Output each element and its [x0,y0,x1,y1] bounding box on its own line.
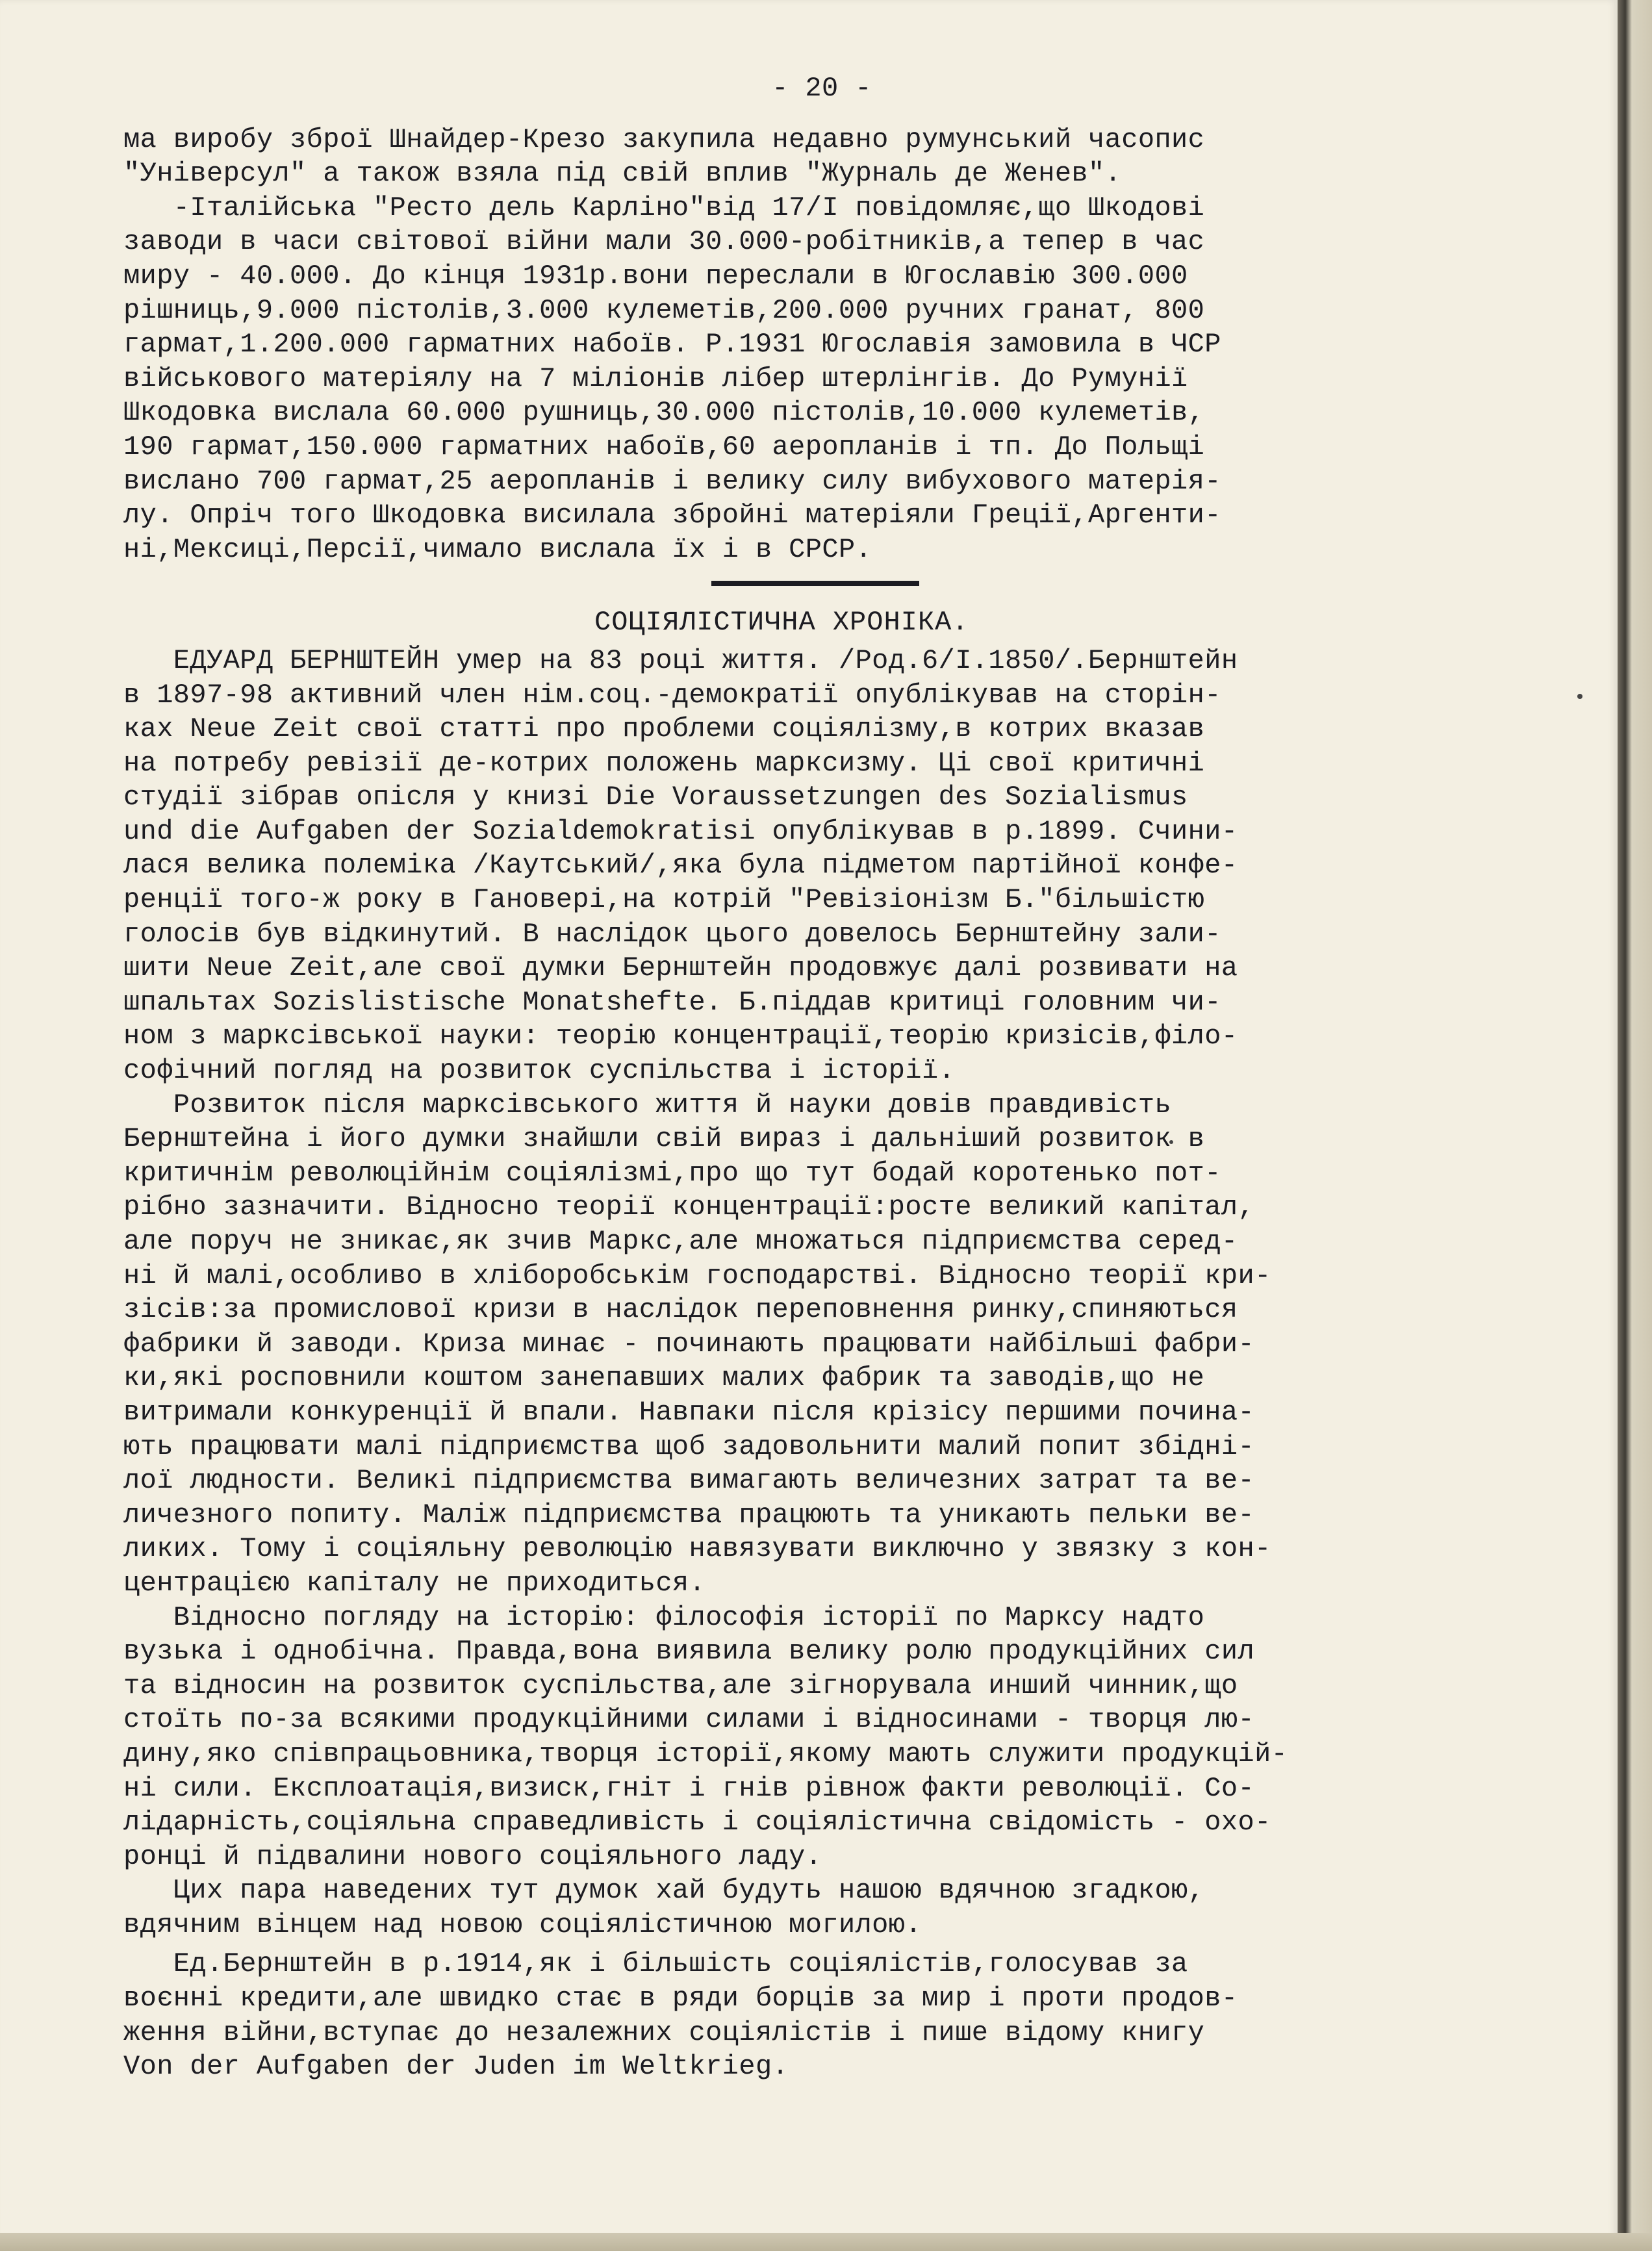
text-line: студії зібрав опісля у книзі Die Voraussetzungen des Sozialismus [123,782,1188,813]
text-line: вузька і однобічна. Правда,вона виявила велику ролю продукційних сил [123,1636,1255,1668]
paragraph-skoda-exports [123,191,1494,567]
text-line: ренції того-ж року в Гановері,на котрій "Ревізіонізм Б."більшістю [123,884,1205,916]
text-line: витримали конкуренції й впали. Навпаки після крізісу першими почина- [123,1396,1255,1428]
page-binding-edge [1618,0,1652,2251]
text-line: личезного попиту. Маліж підприємства працюють та уникають пельки ве- [123,1499,1255,1531]
text-line: критичнім революційнім соціялізмі,про що тут бодай коротенько пот- [123,1157,1221,1189]
paragraph-view-of-history [123,1601,1494,1874]
text-line: лої людности. Великі підприємства вимагають величезних затрат та ве- [123,1465,1255,1497]
text-line: рібно зазначити. Відносно теорії концентрації:росте великий капітал, [123,1191,1255,1223]
text-line: Von der Aufgaben der Juden im Weltkrieg. [123,2051,789,2083]
text-line: ном з марксівської науки: теорію концентрації,теорію кризісів,філо- [123,1021,1238,1052]
text-line: стоїть по-за всякими продукційними силами і відносинами - творця лю- [123,1704,1255,1736]
text-line: дину,яко співпрацьовника,творця історії,якому мають служити продукцій- [123,1738,1288,1770]
paper-speck [1577,694,1582,699]
text-line: und die Aufgaben der Sozialdemokratisi опублікував в р.1899. Счини- [123,815,1238,847]
text-line: 190 гармат,150.000 гарматних набоїв,60 аеропланів і тп. До Польщі [123,431,1205,463]
text-line: вдячним вінцем над новою соціялістичною могилою. [123,1909,922,1940]
text-line: ках Neue Zeit свої статті про проблеми соціялізму,в котрих вказав [123,713,1205,745]
typewritten-page [123,71,1494,2084]
paragraph-bernstein-obituary [123,644,1494,1088]
text-line: але поруч не зникає,як зчив Маркс,але множаться підприємства серед- [123,1226,1238,1257]
page-bottom-edge [0,2233,1652,2251]
text-line: гармат,1.200.000 гарматних набоїв. Р.1931 Югославія замовила в ЧСР [123,329,1221,361]
text-line: ликих. Тому і соціяльну революцію навязувати виключно у звязку з кон- [123,1533,1271,1565]
text-line: шити Neue Zeit,але свої думки Бернштейн продовжує далі розвивати на [123,952,1238,984]
text-line: софічний погляд на розвиток суспільства і історії. [123,1055,956,1087]
text-line: Розвиток після марксівського життя й науки довів правдивість [123,1089,1172,1121]
text-line: Ед.Бернштейн в р.1914,як і більшість соціялістів,голосував за [123,1948,1188,1980]
text-line: ки,які росповнили коштом занепавших малих фабрик та заводів,що не [123,1362,1205,1394]
text-line: -Італійська "Ресто дель Карліно"від 17/I повідомляє,що Шкодові [123,192,1205,223]
text-line: лася велика полеміка /Каутський/,яка була підметом партійної конфе- [123,850,1238,882]
text-line: Цих пара наведених тут думок хай будуть нашою вдячною згадкою, [123,1875,1205,1907]
text-line: рішниць,9.000 пістолів,3.000 кулеметів,200.000 ручних гранат, 800 [123,294,1205,326]
paragraph-development-after-marx [123,1088,1494,1601]
page-number: - 20 - [772,73,872,104]
text-line: на потребу ревізії де-котрих положень марксизму. Ці свої критичні [123,747,1205,779]
section-title: СОЦІЯЛІСТИЧНА ХРОНІКА. [594,607,969,639]
text-line: ють працювати малі підприємства щоб задовольнити малий попит збідні- [123,1431,1255,1462]
text-line: військового матеріялу на 7 міліонів лібер штерлінгів. До Румунії [123,362,1188,394]
text-line: голосів був відкинутий. В наслідок цього довелось Бернштейну зали- [123,918,1221,950]
text-line: лідарність,соціяльна справедливість і соціялістична свідомість - охо- [123,1807,1271,1838]
text-line: ЕДУАРД БЕРНШТЕЙН умер на 83 році життя. /Род.6/I.1850/.Бернштейн [123,644,1238,676]
text-line: лу. Опріч того Шкодовка висилала збройні матеріяли Греції,Аргенти- [123,500,1221,531]
text-line: Шкодовка вислала 60.000 рушниць,30.000 пістолів,10.000 кулеметів, [123,397,1205,429]
paragraph-war-credits [123,1947,1494,2083]
section-divider [711,581,919,586]
text-line: ма виробу зброї Шнайдер-Крезо закупила недавно румунський часопис [123,123,1205,155]
text-line: центрацією капіталу не приходиться. [123,1567,706,1599]
text-line: фабрики й заводи. Криза минає - починають працювати найбільші фабри- [123,1328,1255,1360]
text-line: заводи в часи світової війни мали 30.000-робітників,а тепер в час [123,226,1205,258]
text-line: шпальтах Sozislistische Monatshefte. Б.піддав критиці головним чи- [123,986,1221,1018]
text-line: ні,Мексиці,Персії,чимало вислала їх і в СРСР. [123,533,872,565]
text-line: Бернштейна і його думки знайшли свій вираз і дальніший розвиток в [123,1123,1205,1155]
paragraph-arms-trade-end [123,123,1494,191]
text-line: в 1897-98 активний член нім.соц.-демократії опублікував на сторін- [123,679,1221,711]
paragraph-tribute [123,1874,1494,1942]
text-line: ження війни,вступає до незалежних соціялістів і пише відому книгу [123,2016,1205,2048]
text-line: ні сили. Експлоатація,визиск,гніт і гнів рівнож факти революції. Со- [123,1772,1255,1804]
text-line: зісів:за промислової кризи в наслідок переповнення ринку,спиняються [123,1294,1238,1326]
text-line: та відносин на розвиток суспільства,але зігнорувала инший чинник,що [123,1670,1238,1701]
text-line: Відносно погляду на історію: філософія історії по Марксу надто [123,1601,1205,1633]
text-line: ронці й підвалини нового соціяльного ладу. [123,1840,822,1872]
text-line: "Універсул" а також взяла під свій вплив "Журналь де Женев". [123,158,1122,190]
text-line: миру - 40.000. До кінця 1931р.вони переслали в Югославію 300.000 [123,260,1188,292]
text-line: ні й малі,особливо в хліборобськім господарстві. Відносно теорії кри- [123,1260,1271,1291]
text-line: воєнні кредити,але швидко стає в ряди борців за мир і проти продов- [123,1983,1238,2015]
text-line: вислано 700 гармат,25 аеропланів і велику силу вибухового матерія- [123,465,1221,497]
